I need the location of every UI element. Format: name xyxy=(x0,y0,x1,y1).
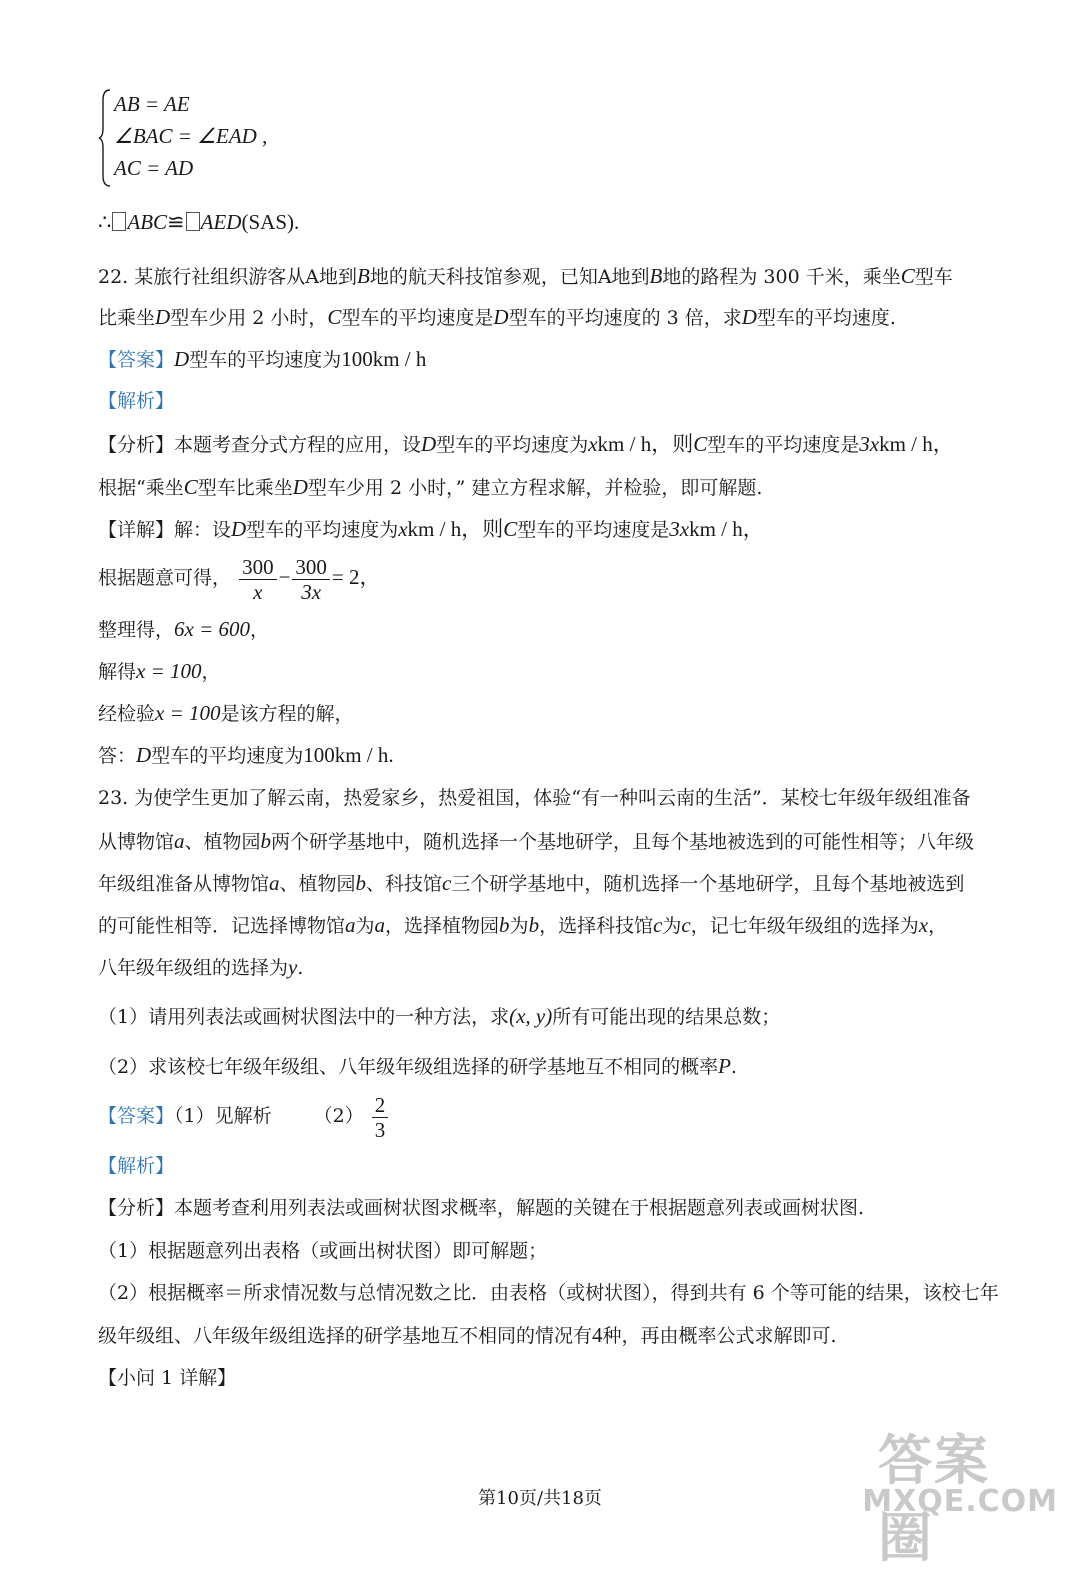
fraction-300-over-x: $\frac{300}{x}$ xyxy=(239,555,277,604)
q23-point-2: （2）根据概率＝所求情况数与总情况数之比．由表格（或树状图），得到共有 6 个等可能的结果，该校七年 xyxy=(98,1282,999,1304)
system-row-2: ∠BAC = ∠EAD , xyxy=(114,124,268,148)
congruence-system xyxy=(98,88,358,188)
q23-line-5: 八年级年级组的选择为y. xyxy=(98,955,304,979)
q23-line-4: 的可能性相等．记选择博物馆a为a，选择植物园b为b，选择科技馆c为c，记七年级年级组的选择为x， xyxy=(98,913,948,937)
q22-final-answer: 答：D型车的平均速度为100km / h. xyxy=(98,743,394,767)
watermark-logo: 答案圈 MXQE.COM xyxy=(862,1429,1058,1569)
q23-sub-1: （1）请用列表法或画树状图法中的一种方法，求(x, y)所有可能出现的结果总数； xyxy=(98,1004,781,1028)
q23-sub-2: （2）求该校七年级年级组、八年级年级组选择的研学基地互不相同的概率P. xyxy=(98,1054,737,1078)
q22-simplify: 整理得，6x = 600， xyxy=(98,617,270,641)
q22-analysis-tag: 【解析】 xyxy=(98,390,175,412)
q23-sub-detail-heading: 【小问 1 详解】 xyxy=(98,1367,237,1389)
q22-check: 经检验x = 100是该方程的解， xyxy=(98,701,354,725)
triangle-symbol-icon xyxy=(186,212,200,231)
triangle-symbol-icon xyxy=(112,212,126,231)
q23-line-2: 从博物馆a、植物园b两个研学基地中，随机选择一个基地研学，且每个基地被选到的可能性相等；八年级 xyxy=(98,829,975,853)
q22-solve: 解得x = 100， xyxy=(98,659,221,683)
answer-tag: 【答案】 xyxy=(98,1105,175,1127)
fraction-2-over-3: $\frac{2}{3}$ xyxy=(372,1093,389,1142)
q23-point-1: （1）根据题意列出表格（或画出树状图）即可解题； xyxy=(98,1240,548,1262)
q23-answer: 【答案】（1）见解析 （2） $\frac{2}{3}$ xyxy=(98,1092,1020,1142)
answer-tag: 【答案】 xyxy=(98,349,175,371)
q22-line-1: 22. 某旅行社组织游客从A地到B地的航天科技馆参观，已知A地到B地的路程为 300 千米，乘坐C型车 xyxy=(98,264,953,288)
fraction-300-over-3x: $\frac{300}{3x}$ xyxy=(292,555,330,604)
congruence-conclusion: ∴ ABC≌ AED(SAS). xyxy=(98,210,300,234)
q23-fenxi: 【分析】本题考查利用列表法或画树状图求概率，解题的关键在于根据题意列表或画树状图. xyxy=(98,1197,865,1219)
q22-fenxi-2: 根据“乘坐C型车比乘坐D型车少用 2 小时，” 建立方程求解，并检验，即可解题. xyxy=(98,475,763,499)
q22-answer: 【答案】D型车的平均速度为100km / h xyxy=(98,347,427,371)
q23-line-1: 23. 为使学生更加了解云南，热爱家乡，热爱祖国，体验“有一种叫云南的生活”．某校七年级年级组准备 xyxy=(98,787,971,809)
system-row-1: AB = AE xyxy=(114,92,190,116)
q22-equation: 根据题意可得， $\frac{300}{x}$ − $\frac{300}{3x}$ = 2， xyxy=(98,554,381,604)
q23-line-3: 年级组准备从博物馆a、植物园b、科技馆c三个研学基地中，随机选择一个基地研学，且每个基地被选到 xyxy=(98,871,965,895)
q22-line-2: 比乘坐D型车少用 2 小时，C型车的平均速度是D型车的平均速度的 3 倍，求D型车的平均速度. xyxy=(98,305,896,329)
page-footer: 第10页/共18页 xyxy=(478,1488,602,1509)
left-brace-icon xyxy=(98,88,112,188)
q22-fenxi: 【分析】本题考查分式方程的应用，设D型车的平均速度为xkm / h，则C型车的平均速度是3xkm / h， xyxy=(98,432,954,456)
q23-analysis-tag: 【解析】 xyxy=(98,1155,175,1177)
q22-detail: 【详解】解：设D型车的平均速度为xkm / h，则C型车的平均速度是3xkm / h， xyxy=(98,517,764,541)
q23-point-3: 级年级组、八年级年级组选择的研学基地互不相同的情况有4种，再由概率公式求解即可. xyxy=(98,1323,837,1347)
system-row-3: AC = AD xyxy=(114,156,194,180)
